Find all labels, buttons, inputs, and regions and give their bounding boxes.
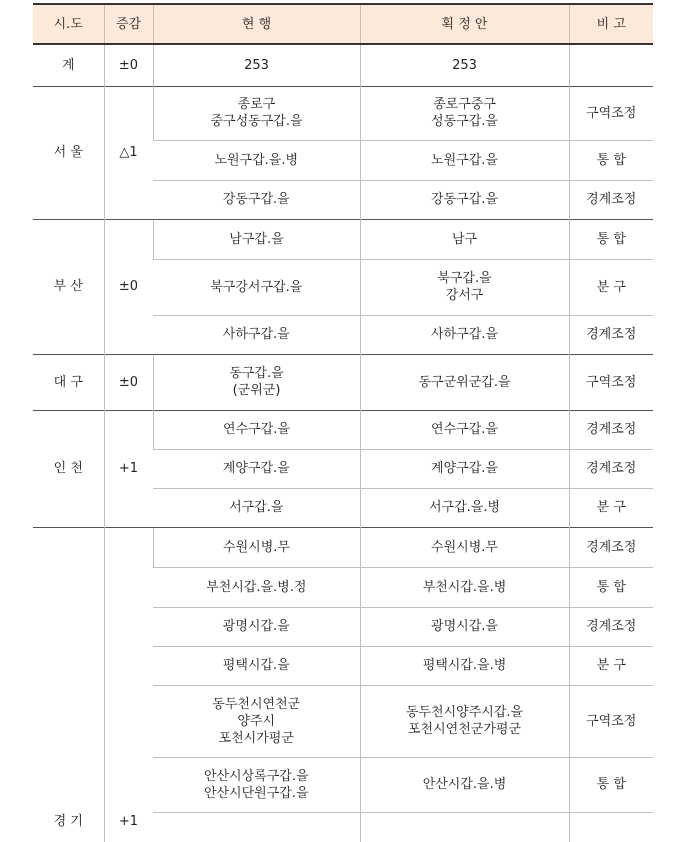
note-cell: 분 구	[569, 488, 653, 527]
proposal-cell: 사하구갑.을	[360, 315, 569, 354]
current-cell: 광명시갑.을	[153, 607, 360, 646]
region-cell: 대 구	[33, 354, 104, 410]
proposal-cell: 강동구갑.을	[360, 180, 569, 219]
note-cell: 경계조정	[569, 410, 653, 449]
table-row	[33, 219, 653, 259]
header-region: 시.도	[33, 4, 104, 44]
note-cell: 경계조정	[569, 607, 653, 646]
current-cell: 동구갑.을 (군위군)	[153, 354, 360, 410]
note-cell: 구역조정	[569, 86, 653, 140]
current-cell: 서구갑.을	[153, 488, 360, 527]
header-row	[33, 4, 653, 44]
note-cell: 통 합	[569, 567, 653, 607]
current-cell: 사하구갑.을	[153, 315, 360, 354]
proposal-cell: 남구	[360, 219, 569, 259]
total-delta: ±0	[104, 44, 153, 86]
redistricting-table	[33, 3, 653, 842]
proposal-cell: 종로구중구 성동구갑.을	[360, 86, 569, 140]
delta-cell: ±0	[104, 219, 153, 354]
current-cell: 연수구갑.을	[153, 410, 360, 449]
current-cell: 남구갑.을	[153, 219, 360, 259]
table-row	[33, 410, 653, 449]
table-row	[33, 86, 653, 140]
proposal-cell: 동구군위군갑.을	[360, 354, 569, 410]
proposal-cell	[360, 812, 569, 842]
note-cell: 통 합	[569, 140, 653, 180]
current-cell: 수원시병.무	[153, 527, 360, 567]
delta-cell: △1	[104, 86, 153, 219]
current-cell: 부천시갑.을.병.정	[153, 567, 360, 607]
header-proposal: 획 정 안	[360, 4, 569, 44]
table-row	[33, 354, 653, 410]
proposal-cell: 연수구갑.을	[360, 410, 569, 449]
note-cell: 통 합	[569, 219, 653, 259]
proposal-cell: 서구갑.을.병	[360, 488, 569, 527]
header-note: 비 고	[569, 4, 653, 44]
current-cell: 북구강서구갑.을	[153, 259, 360, 315]
header-current: 현 행	[153, 4, 360, 44]
header-delta: 증감	[104, 4, 153, 44]
note-cell: 분 구	[569, 259, 653, 315]
proposal-cell: 수원시병.무	[360, 527, 569, 567]
current-cell: 동두천시연천군 양주시 포천시가평군	[153, 685, 360, 757]
current-cell	[153, 812, 360, 842]
total-row	[33, 44, 653, 86]
note-cell: 통 합	[569, 757, 653, 812]
proposal-cell: 노원구갑.을	[360, 140, 569, 180]
delta-cell: +1	[104, 410, 153, 527]
region-cell: 경 기	[33, 527, 104, 842]
total-region: 계	[61, 57, 75, 73]
proposal-cell: 평택시갑.을.병	[360, 646, 569, 685]
total-note	[569, 44, 653, 86]
proposal-cell: 계양구갑.을	[360, 449, 569, 488]
proposal-cell: 안산시갑.을.병	[360, 757, 569, 812]
total-proposal: 253	[360, 44, 569, 86]
proposal-cell: 동두천시양주시갑.을 포천시연천군가평군	[360, 685, 569, 757]
note-cell: 구역조정	[569, 354, 653, 410]
current-cell: 계양구갑.을	[153, 449, 360, 488]
proposal-cell: 광명시갑.을	[360, 607, 569, 646]
proposal-cell: 부천시갑.을.병	[360, 567, 569, 607]
note-cell: 구역조정	[569, 685, 653, 757]
region-cell: 인 천	[33, 410, 104, 527]
current-cell: 종로구 중구성동구갑.을	[153, 86, 360, 140]
current-cell: 강동구갑.을	[153, 180, 360, 219]
note-cell: 경계조정	[569, 315, 653, 354]
current-cell: 평택시갑.을	[153, 646, 360, 685]
table-row	[33, 527, 653, 567]
delta-cell: +1	[104, 527, 153, 842]
current-cell: 안산시상록구갑.을 안산시단원구갑.을	[153, 757, 360, 812]
region-cell: 서 울	[33, 86, 104, 219]
delta-cell: ±0	[104, 354, 153, 410]
proposal-cell: 북구갑.을 강서구	[360, 259, 569, 315]
note-cell: 경계조정	[569, 180, 653, 219]
region-cell: 부 산	[33, 219, 104, 354]
note-cell	[569, 812, 653, 842]
note-cell: 경계조정	[569, 527, 653, 567]
note-cell: 경계조정	[569, 449, 653, 488]
current-cell: 노원구갑.을.병	[153, 140, 360, 180]
total-current: 253	[153, 44, 360, 86]
note-cell: 분 구	[569, 646, 653, 685]
